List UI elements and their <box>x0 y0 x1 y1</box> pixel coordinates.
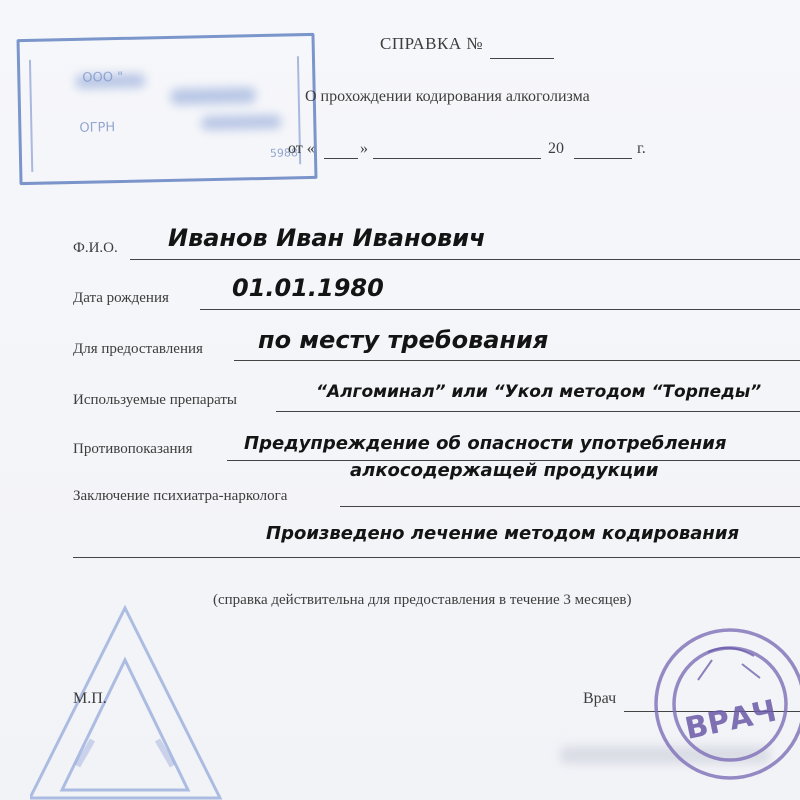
number-line <box>490 58 554 59</box>
stamp-text: ООО " <box>82 69 124 86</box>
field-label-birthdate: Дата рождения <box>73 290 169 306</box>
field-line-fio <box>130 259 800 260</box>
field-line-purpose <box>234 360 800 361</box>
field-label-purpose: Для предоставления <box>73 341 203 357</box>
field-label-conclusion: Заключение психиатра-нарколога <box>73 488 288 504</box>
field-value-contraindications: Предупреждение об опасности употребления <box>244 433 727 454</box>
date-year: 20 <box>548 140 564 157</box>
date-prefix: от « <box>288 140 315 157</box>
field-value-birthdate: 01.01.1980 <box>232 274 384 302</box>
date-day-line <box>324 158 358 159</box>
field-line-birthdate <box>200 309 800 310</box>
field-value-conclusion: Произведено лечение методом кодирования <box>266 523 740 544</box>
stamp-smudge <box>201 115 281 131</box>
date-suffix: г. <box>637 140 646 157</box>
field-value-fio: Иванов Иван Иванович <box>168 224 486 252</box>
stamp-blur-icon <box>20 36 315 182</box>
date-mid: » <box>360 140 368 157</box>
rectangular-stamp <box>17 33 318 185</box>
stamp-text: ОГРН <box>79 120 116 136</box>
field-line-drugs <box>276 411 800 412</box>
date-year-line <box>574 158 632 159</box>
round-doctor-stamp-icon <box>650 612 800 800</box>
doctor-label: Врач <box>583 690 617 707</box>
field-value-purpose: по месту требования <box>258 326 549 354</box>
mp-label: М.П. <box>73 690 107 707</box>
field-value-drugs: “Алгоминал” или “Укол методом “Торпеды” <box>316 382 762 402</box>
field-label-drugs: Используемые препараты <box>73 392 237 408</box>
field-line-conclusion <box>340 506 800 507</box>
stamp-smudge <box>171 87 256 105</box>
field-label-fio: Ф.И.О. <box>73 240 118 256</box>
date-month-line <box>373 158 541 159</box>
field-value-contraindications-cont: алкосодержащей продукции <box>350 460 659 481</box>
triangle-stamp-icon <box>30 600 230 800</box>
document-title: СПРАВКА № <box>380 34 484 53</box>
field-line-conclusion-2 <box>73 557 800 558</box>
document-subtitle: О прохождении кодирования алкоголизма <box>305 88 590 105</box>
validity-note: (справка действительна для предоставления в течение 3 месяцев) <box>213 592 632 608</box>
doctor-stamp-text: ВРАЧ <box>682 693 780 748</box>
stamp-text: 5988 <box>269 146 299 160</box>
field-label-contraindications: Противопоказания <box>73 441 193 457</box>
